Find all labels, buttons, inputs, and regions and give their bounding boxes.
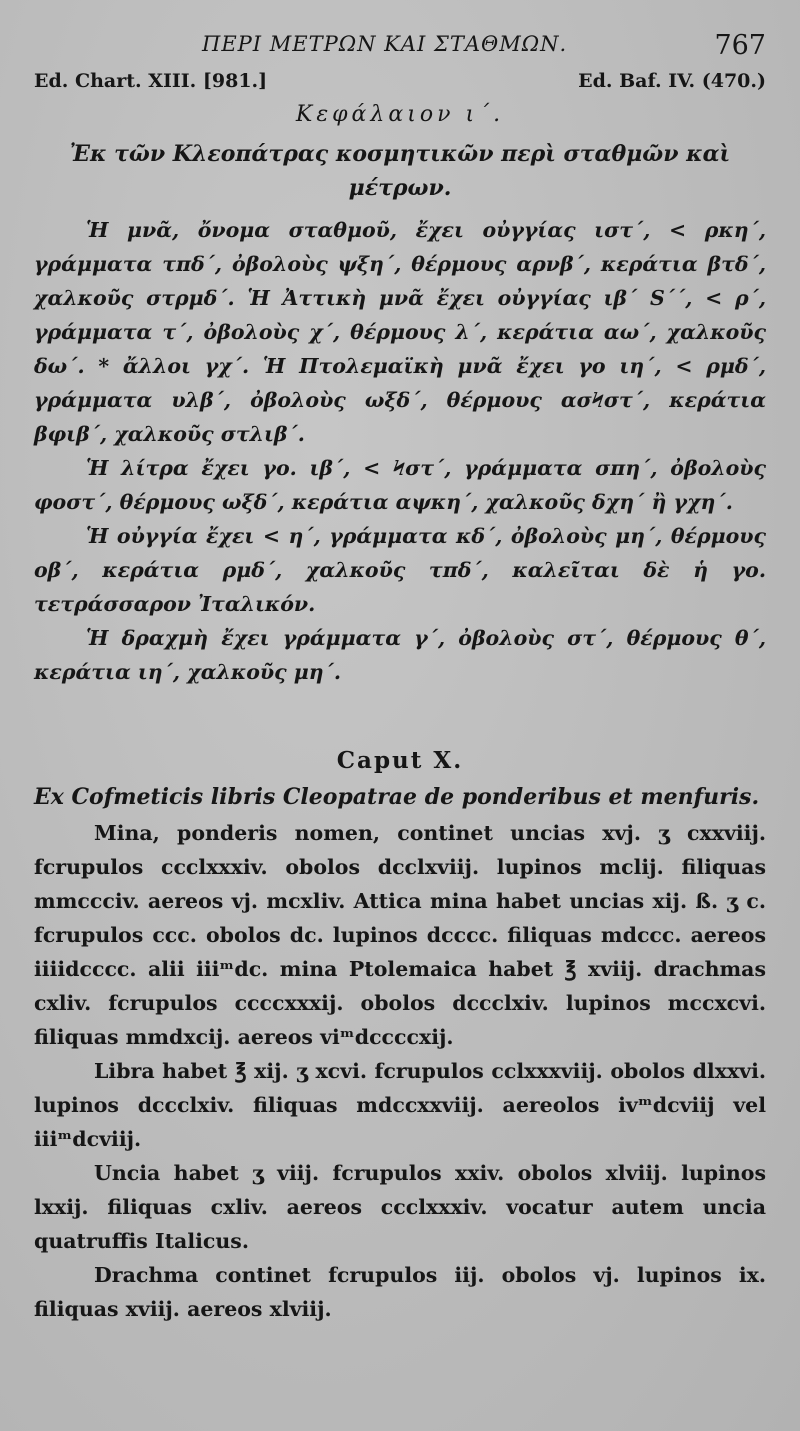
latin-chapter-title: Caput X. [336, 747, 464, 774]
latin-section-heading: Ex Cofmeticis libris Cleopatrae de ponderibus et menfuris. [34, 784, 760, 810]
greek-paragraph-litra: Ἡ λίτρα ἔχει γο. ιβ΄, < Ϟστ΄, γράμματα σπη΄, ὀβολοὺς φοστ΄, θέρμους ωξδ΄, κεράτια αψκη΄, χαλκοῦς δχη΄ ἢ γχη΄. [34, 456, 766, 514]
edition-line [34, 66, 766, 100]
latin-paragraph-drachma: Drachma continet fcrupulos iij. obolos vj. lupinos ix. filiquas xviij. aereos xlviij. [34, 1263, 766, 1321]
page-number: 767 [714, 30, 766, 61]
latin-paragraph-mina: Mina, ponderis nomen, continet uncias xvj. ʒ cxxviij. fcrupulos ccclxxxiv. obolos dcclxviij. lupinos mclij. filiquas mmccciv. aereos vj. mcxliv. Attica mina habet uncias xij. ß. ʒ c. fcrupulos ccc. obolos dc. lupinos dcccc. filiquas mdccc. aereos iiiidcccc. alii iiiᵐdc. mina Ptolemaica habet ℥ xviij. drachmas cxliv. fcrupulos ccccxxxij. obolos dccclxiv. lupinos mccxcvi. filiquas mmdxcij. aereos viᵐdccccxij. [34, 821, 766, 1049]
greek-paragraph-mina: Ἡ μνᾶ, ὄνομα σταθμοῦ, ἔχει οὐγγίας ιστ΄, < ρκη΄, γράμματα τπδ΄, ὀβολοὺς ψξη΄, θέρμους αρνβ΄, κεράτια βτδ΄, χαλκοῦς στρμδ΄. Ἡ Ἀττικὴ μνᾶ ἔχει οὐγγίας ιβ΄ S΄΄, < ρ΄, γράμματα τ΄, ὀβολοὺς χ΄, θέρμους λ΄, κεράτια αω΄, χαλκοῦς δω΄. * ἄλλοι γχ΄. Ἡ Πτολεμαϊκὴ μνᾶ ἔχει γο ιη΄, < ρμδ΄, γράμματα υλβ΄, ὀβολοὺς ωξδ΄, θέρμους ασϞστ΄, κεράτια βφιβ΄, χαλκοῦς στλιβ΄. [34, 218, 766, 446]
running-title: ΠΕΡΙ ΜΕΤΡΩΝ ΚΑΙ ΣΤΑΘΜΩΝ. [202, 32, 568, 56]
greek-paragraph-ougia: Ἡ οὐγγία ἔχει < η΄, γράμματα κδ΄, ὀβολοὺς μη΄, θέρμους οβ΄, κεράτια ρμδ΄, χαλκοῦς τπδ΄, καλεῖται δὲ ἡ γο. τετράσσαρον Ἰταλικόν. [34, 524, 766, 616]
greek-chapter-title: Κεφάλαιον ι΄. [295, 102, 505, 127]
greek-paragraph-drachme: Ἡ δραχμὴ ἔχει γράμματα γ΄, ὀβολοὺς στ΄, θέρμους θ΄, κεράτια ιη΄, χαλκοῦς μη΄. [34, 626, 766, 684]
section-spacer [34, 689, 766, 747]
latin-paragraph-uncia: Uncia habet ʒ viij. fcrupulos xxiv. obolos xlviij. lupinos lxxij. filiquas cxliv. aereos ccclxxxiv. vocatur autem uncia quatruffis Italicus. [34, 1161, 766, 1253]
greek-section-heading: Ἐκ τῶν Κλεοπάτρας κοσμητικῶν περὶ σταθμῶν καὶ μέτρων. [69, 141, 731, 201]
running-head [34, 26, 766, 66]
edition-chartier: Ed. Chart. XIII. [981.] [34, 70, 268, 92]
edition-basel: Ed. Baf. IV. (470.) [578, 70, 766, 92]
latin-paragraph-libra: Libra habet ℥ xij. ʒ xcvi. fcrupulos cclxxxviij. obolos dlxxvi. lupinos dccclxiv. filiquas mdccxxviij. aereolos ivᵐdcviij vel iiiᵐdcvіij. [34, 1059, 766, 1151]
